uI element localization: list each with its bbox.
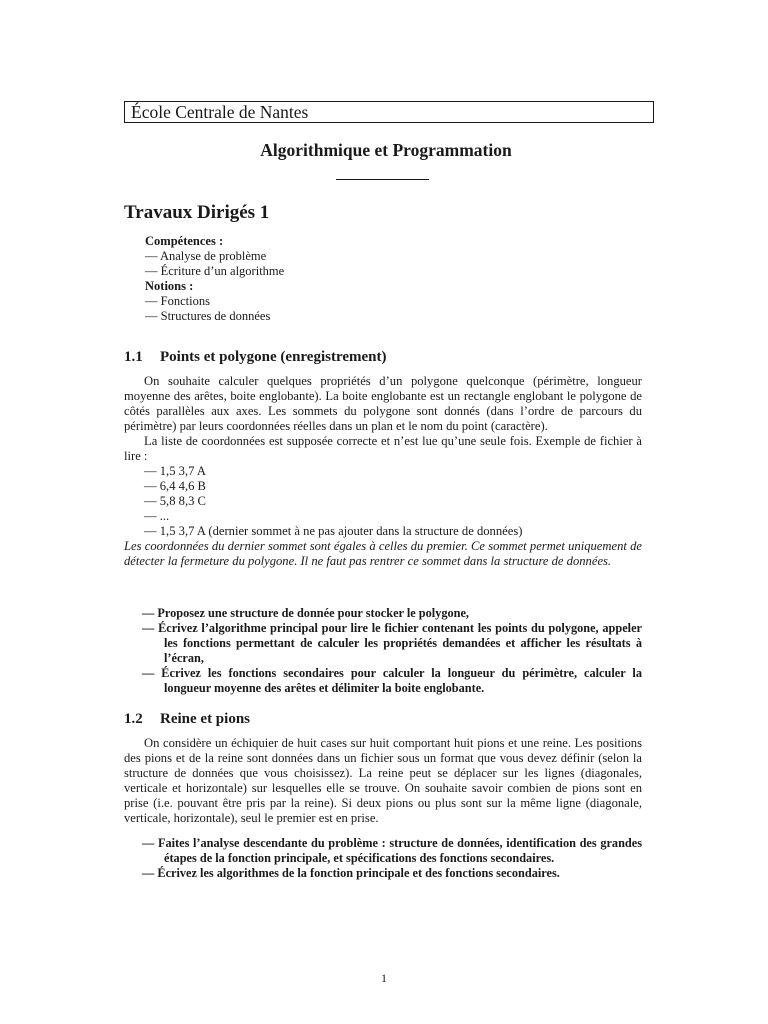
td-title: Travaux Dirigés 1 [124, 202, 270, 223]
list-item: — 6,4 4,6 B [144, 479, 642, 494]
list-item: — 1,5 3,7 A (dernier sommet à ne pas ajouter dans la structure de données) [144, 524, 642, 539]
section-title: Reine et pions [160, 711, 250, 727]
list-item: — Écrivez les fonctions secondaires pour calculer la longueur du périmètre, calculer la longueur moyenne des arêtes et délimiter la boite englobante. [142, 666, 642, 696]
section-number: 1.1 [124, 349, 143, 365]
task-list [142, 606, 642, 696]
section-heading [124, 349, 387, 366]
list-item: — Fonctions [145, 294, 625, 309]
list-item: — 1,5 3,7 A [144, 464, 642, 479]
paragraph: On considère un échiquier de huit cases sur huit comportant huit pions et une reine. Les positions des pions et de la reine sont données dans un fichier sous un format que vous devez définir (selon la structure de données que vous choisissez). La reine peut se déplacer sur les lignes (diagonales, verticale et horizontale) sur lesquelles elle se trouve. On souhaite savoir combien de pions sont en prise (i.e. pouvant être pris par la reine). Si deux pions ou plus sont sur la même ligne (diagonale, verticale, horizontale), seul le premier est en prise. [124, 736, 642, 825]
paragraph: On souhaite calculer quelques propriétés d’un polygone quelconque (périmètre, longueur moyenne des arêtes, boite englobante). La boite englobante est un rectangle englobant le polygone de côtés parallèles aux axes. Les sommets du polygone sont donnés (dans l’ordre de parcours du périmètre) par leurs coordonnées réelles dans un plan et le nom du point (caractère). [124, 374, 642, 433]
list-item: — Écrivez les algorithmes de la fonction principale et des fonctions secondaires. [142, 866, 642, 881]
list-item: — Proposez une structure de donnée pour stocker le polygone, [142, 606, 642, 621]
notions-label: Notions : [145, 279, 194, 293]
page-number: 1 [381, 971, 387, 985]
school-name-box: École Centrale de Nantes [124, 101, 654, 123]
paragraph: La liste de coordonnées est supposée correcte et n’est lue qu’une seule fois. Exemple de fichier à lire : [124, 434, 642, 463]
list-item: — ... [144, 509, 642, 524]
section-body [124, 374, 642, 569]
italic-note: Les coordonnées du dernier sommet sont égales à celles du premier. Ce sommet permet uniquement de détecter la fermeture du polygone. Il ne faut pas rentrer ce sommet dans la structure de données. [124, 539, 642, 568]
competences-label: Compétences : [145, 234, 224, 248]
example-list [144, 464, 642, 539]
section-number: 1.2 [124, 711, 143, 727]
abstract-block [145, 234, 625, 324]
list-item: — Structures de données [145, 309, 625, 324]
section-heading [124, 711, 250, 728]
title-rule [336, 179, 429, 180]
list-item: — Écriture d’un algorithme [145, 264, 625, 279]
competences-list [145, 249, 625, 279]
list-item: — Écrivez l’algorithme principal pour lire le fichier contenant les points du polygone, appeler les fonctions permettant de calculer les propriétés demandées et afficher les résultats à l’écran, [142, 621, 642, 666]
list-item: — Faites l’analyse descendante du problème : structure de données, identification des grandes étapes de la fonction principale, et spécifications des fonctions secondaires. [142, 836, 642, 866]
notions-list [145, 294, 625, 324]
course-title: Algorithmique et Programmation [260, 140, 512, 160]
section-body [124, 736, 642, 826]
task-list [142, 836, 642, 881]
list-item: — 5,8 8,3 C [144, 494, 642, 509]
list-item: — Analyse de problème [145, 249, 625, 264]
section-title: Points et polygone (enregistrement) [160, 349, 387, 365]
